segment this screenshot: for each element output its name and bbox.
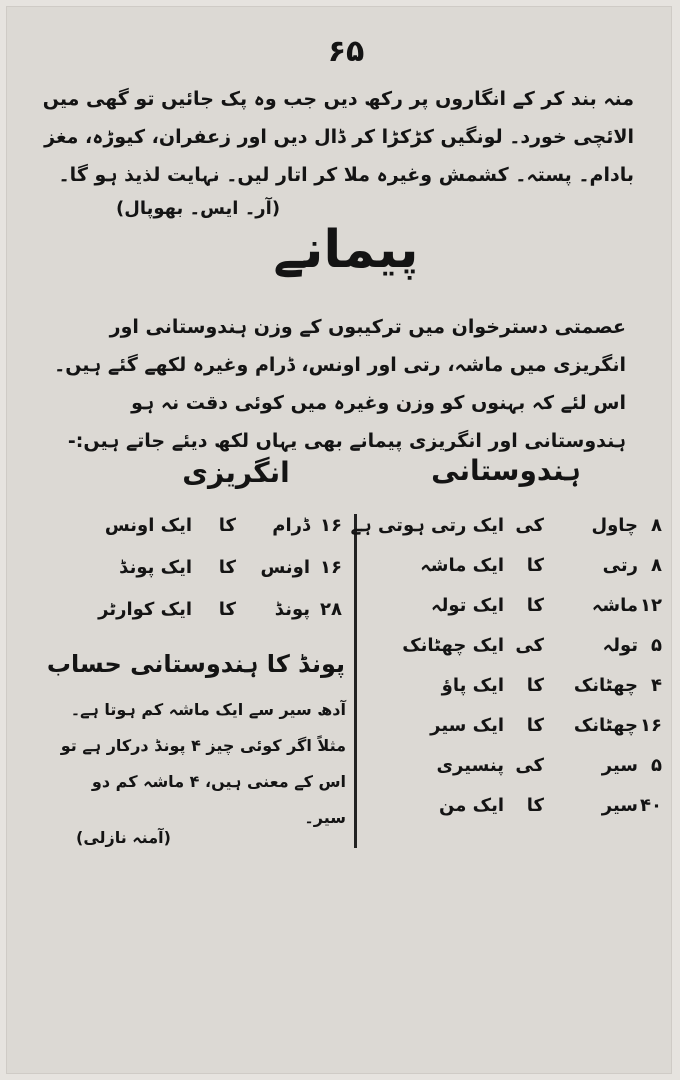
row-number: ۸ bbox=[651, 515, 662, 536]
hindustani-table bbox=[350, 506, 662, 846]
row-unit: ڈرام bbox=[272, 515, 310, 536]
row-number: ۵ bbox=[651, 635, 662, 656]
row-link: کا bbox=[526, 595, 544, 616]
table-row bbox=[350, 506, 662, 546]
row-number: ۱۶ bbox=[640, 715, 662, 736]
row-link: کا bbox=[526, 715, 544, 736]
row-unit: چھٹانک bbox=[573, 675, 638, 696]
table-row bbox=[366, 786, 662, 826]
row-result: ایک کوارٹر bbox=[98, 599, 192, 620]
intro-signature: (آر۔ ایس۔ بھوپال) bbox=[116, 198, 281, 219]
row-result: ایک ماشہ bbox=[420, 555, 504, 576]
table-row bbox=[46, 548, 342, 588]
row-unit: چھٹانک bbox=[573, 715, 638, 736]
row-unit: چاول bbox=[591, 515, 638, 536]
row-link: کا bbox=[526, 795, 544, 816]
row-number: ۱۲ bbox=[640, 595, 662, 616]
row-number: ۲۸ bbox=[320, 599, 342, 620]
table-row bbox=[366, 746, 662, 786]
table-row bbox=[366, 706, 662, 746]
row-unit: سیر bbox=[601, 755, 638, 776]
row-unit: ماشہ bbox=[591, 595, 638, 616]
row-result: پنسیری bbox=[436, 755, 504, 776]
document-page bbox=[6, 6, 672, 1074]
english-heading: انگریزی bbox=[182, 456, 290, 489]
row-number: ۱۶ bbox=[320, 515, 342, 536]
row-result: ایک اونس bbox=[104, 515, 192, 536]
intro-paragraph: منہ بند کر کے انگاروں پر رکھ دیں جب وہ پک جائیں تو گھی میں الائچی خورد۔ لونگیں کڑکڑا کر ڈال دیں اور زعفران، کیوڑہ، مغز بادام۔ پستہ۔ کشمش وغیرہ ملا کر اتار لیں۔ نہایت لذیذ ہو گا۔ bbox=[42, 88, 634, 186]
row-result: ایک پاؤ bbox=[441, 675, 504, 696]
bottom-signature: (آمنہ نازلی) bbox=[76, 828, 171, 847]
row-link: کا bbox=[218, 599, 236, 620]
row-result: ایک پونڈ bbox=[119, 557, 192, 578]
row-result: ایک رتی ہوتی ہے bbox=[350, 515, 504, 536]
row-number: ۴ bbox=[651, 675, 662, 696]
table-row bbox=[366, 586, 662, 626]
row-link: کا bbox=[218, 515, 236, 536]
pound-conversion-heading: پونڈ کا ہندوستانی حساب bbox=[46, 650, 346, 678]
table-row bbox=[366, 546, 662, 586]
section-title: پیمانے bbox=[273, 220, 419, 280]
row-result: ایک تولہ bbox=[431, 595, 504, 616]
row-result: ایک چھٹانک bbox=[402, 635, 504, 656]
row-number: ۴۰ bbox=[640, 795, 662, 816]
row-result: ایک من bbox=[439, 795, 504, 816]
row-unit: سیر bbox=[601, 795, 638, 816]
hindustani-heading: ہندوستانی bbox=[431, 454, 581, 487]
body-paragraph: عصمتی دسترخوان میں ترکیبوں کے وزن ہندوستانی اور انگریزی میں ماشہ، رتی اور اونس، ڈرام وغیرہ لکھے گئے ہیں۔ اس لئے کہ بہنوں کو وزن وغیرہ میں کوئی دقت نہ ہو ہندوستانی اور انگریزی پیمانے بھی یہاں لکھ دیئے جاتے ہیں:- bbox=[54, 316, 626, 452]
page-number: ۶۵ bbox=[327, 34, 365, 69]
row-unit: تولہ bbox=[602, 635, 638, 656]
row-link: کی bbox=[515, 755, 544, 776]
row-link: کی bbox=[515, 515, 544, 536]
column-divider bbox=[354, 514, 357, 848]
row-link: کا bbox=[526, 675, 544, 696]
row-unit: پونڈ bbox=[274, 599, 310, 620]
table-row bbox=[46, 590, 342, 630]
row-number: ۵ bbox=[651, 755, 662, 776]
row-link: کا bbox=[526, 555, 544, 576]
table-row bbox=[46, 506, 342, 546]
row-result: ایک سیر bbox=[430, 715, 504, 736]
row-link: کا bbox=[218, 557, 236, 578]
row-link: کی bbox=[515, 635, 544, 656]
row-unit: اونس bbox=[260, 557, 310, 578]
table-row bbox=[366, 626, 662, 666]
row-unit: رتی bbox=[602, 555, 638, 576]
english-table bbox=[46, 506, 342, 636]
row-number: ۱۶ bbox=[320, 557, 342, 578]
pound-conversion-note: آدھ سیر سے ایک ماشہ کم ہوتا ہے۔ مثلاً اگر کوئی چیز ۴ پونڈ درکار ہے تو اس کے معنی ہیں، ۴ ماشہ کم دو سیر۔ bbox=[60, 700, 346, 827]
table-row bbox=[366, 666, 662, 706]
row-number: ۸ bbox=[651, 555, 662, 576]
